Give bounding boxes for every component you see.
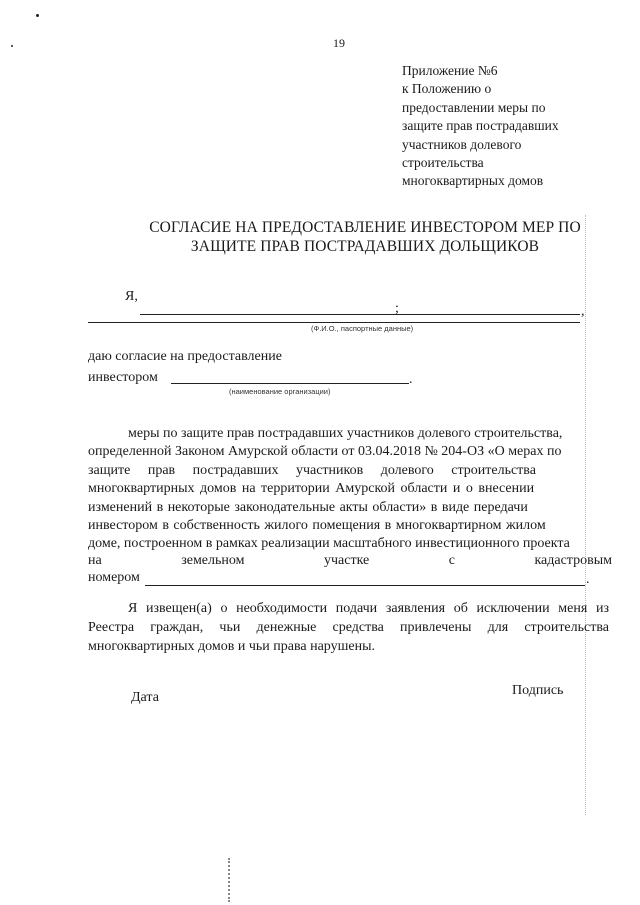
measures-line-5: изменений в некоторые законодательные акты области» в виде передачи [88,500,528,515]
page-number: 19 [333,36,345,50]
consent-text: даю согласие на предоставление [88,349,282,364]
measures-line-6: инвестором в собственность жилого помещения в многоквартирном жилом [88,518,546,533]
person-name-field[interactable] [140,314,580,315]
appendix-reference [402,62,559,191]
measures-line-3 [88,463,607,479]
measures-line-8: на земельном участке с кадастровым [88,553,612,568]
title-line-1: СОГЛАСИЕ НА ПРЕДОСТАВЛЕНИЕ ИНВЕСТОРОМ МЕР ПО [149,219,581,236]
investor-label: инвестором [88,370,158,385]
appendix-line: Приложение №6 [402,63,498,78]
signature-label: Подпись [512,683,564,698]
measures-line-1: меры по защите прав пострадавших участников долевого строительства, [128,426,563,441]
person-comma: , [581,304,585,319]
investor-period: . [409,372,413,387]
cadastral-label: номером [88,570,140,585]
person-label: Я, [125,289,138,304]
measures-line-4: многоквартирных домов на территории Амурской области и о внесении [88,481,535,496]
cadastral-period: . [586,572,590,587]
investor-name-field[interactable] [171,383,409,384]
measures-line-2: определенной Законом Амурской области от 03.04.2018 № 204-ОЗ «О мерах по [88,444,562,459]
person-caption: (Ф.И.О., паспортные данные) [311,324,414,333]
measures-line-3-text: защите прав пострадавших участников долевого строительства [88,463,536,478]
appendix-line: предоставлении меры по [402,99,546,115]
investor-caption: (наименование организации) [229,387,331,396]
person-semicolon: ; [395,301,399,316]
title-line-2: ЗАЩИТЕ ПРАВ ПОСТРАДАВШИХ ДОЛЬЩИКОВ [190,238,540,255]
appendix-line: многоквартирных домов [402,173,544,189]
scan-bind-mark [228,858,231,902]
notice-paragraph: Я извещен(а) о необходимости подачи заявления об исключении меня из Реестра граждан, чьи денежные средства привлечены для строительства многоквартирных домов и чьи права нарушены. [88,601,609,654]
measures-line-7: доме, построенном в рамках реализации масштабного инвестиционного проекта [88,536,570,551]
appendix-line: к Положению о [402,81,492,97]
appendix-line: защите прав пострадавших [402,118,559,134]
appendix-line: участников долевого [402,136,522,152]
appendix-line: строительства [402,155,484,171]
document-title [0,218,640,256]
cadastral-number-field[interactable] [145,585,585,586]
scan-speck [11,45,13,47]
person-passport-field[interactable] [88,322,580,323]
scan-speck [36,14,39,17]
scan-edge-dots [585,215,587,815]
date-label: Дата [131,690,159,705]
